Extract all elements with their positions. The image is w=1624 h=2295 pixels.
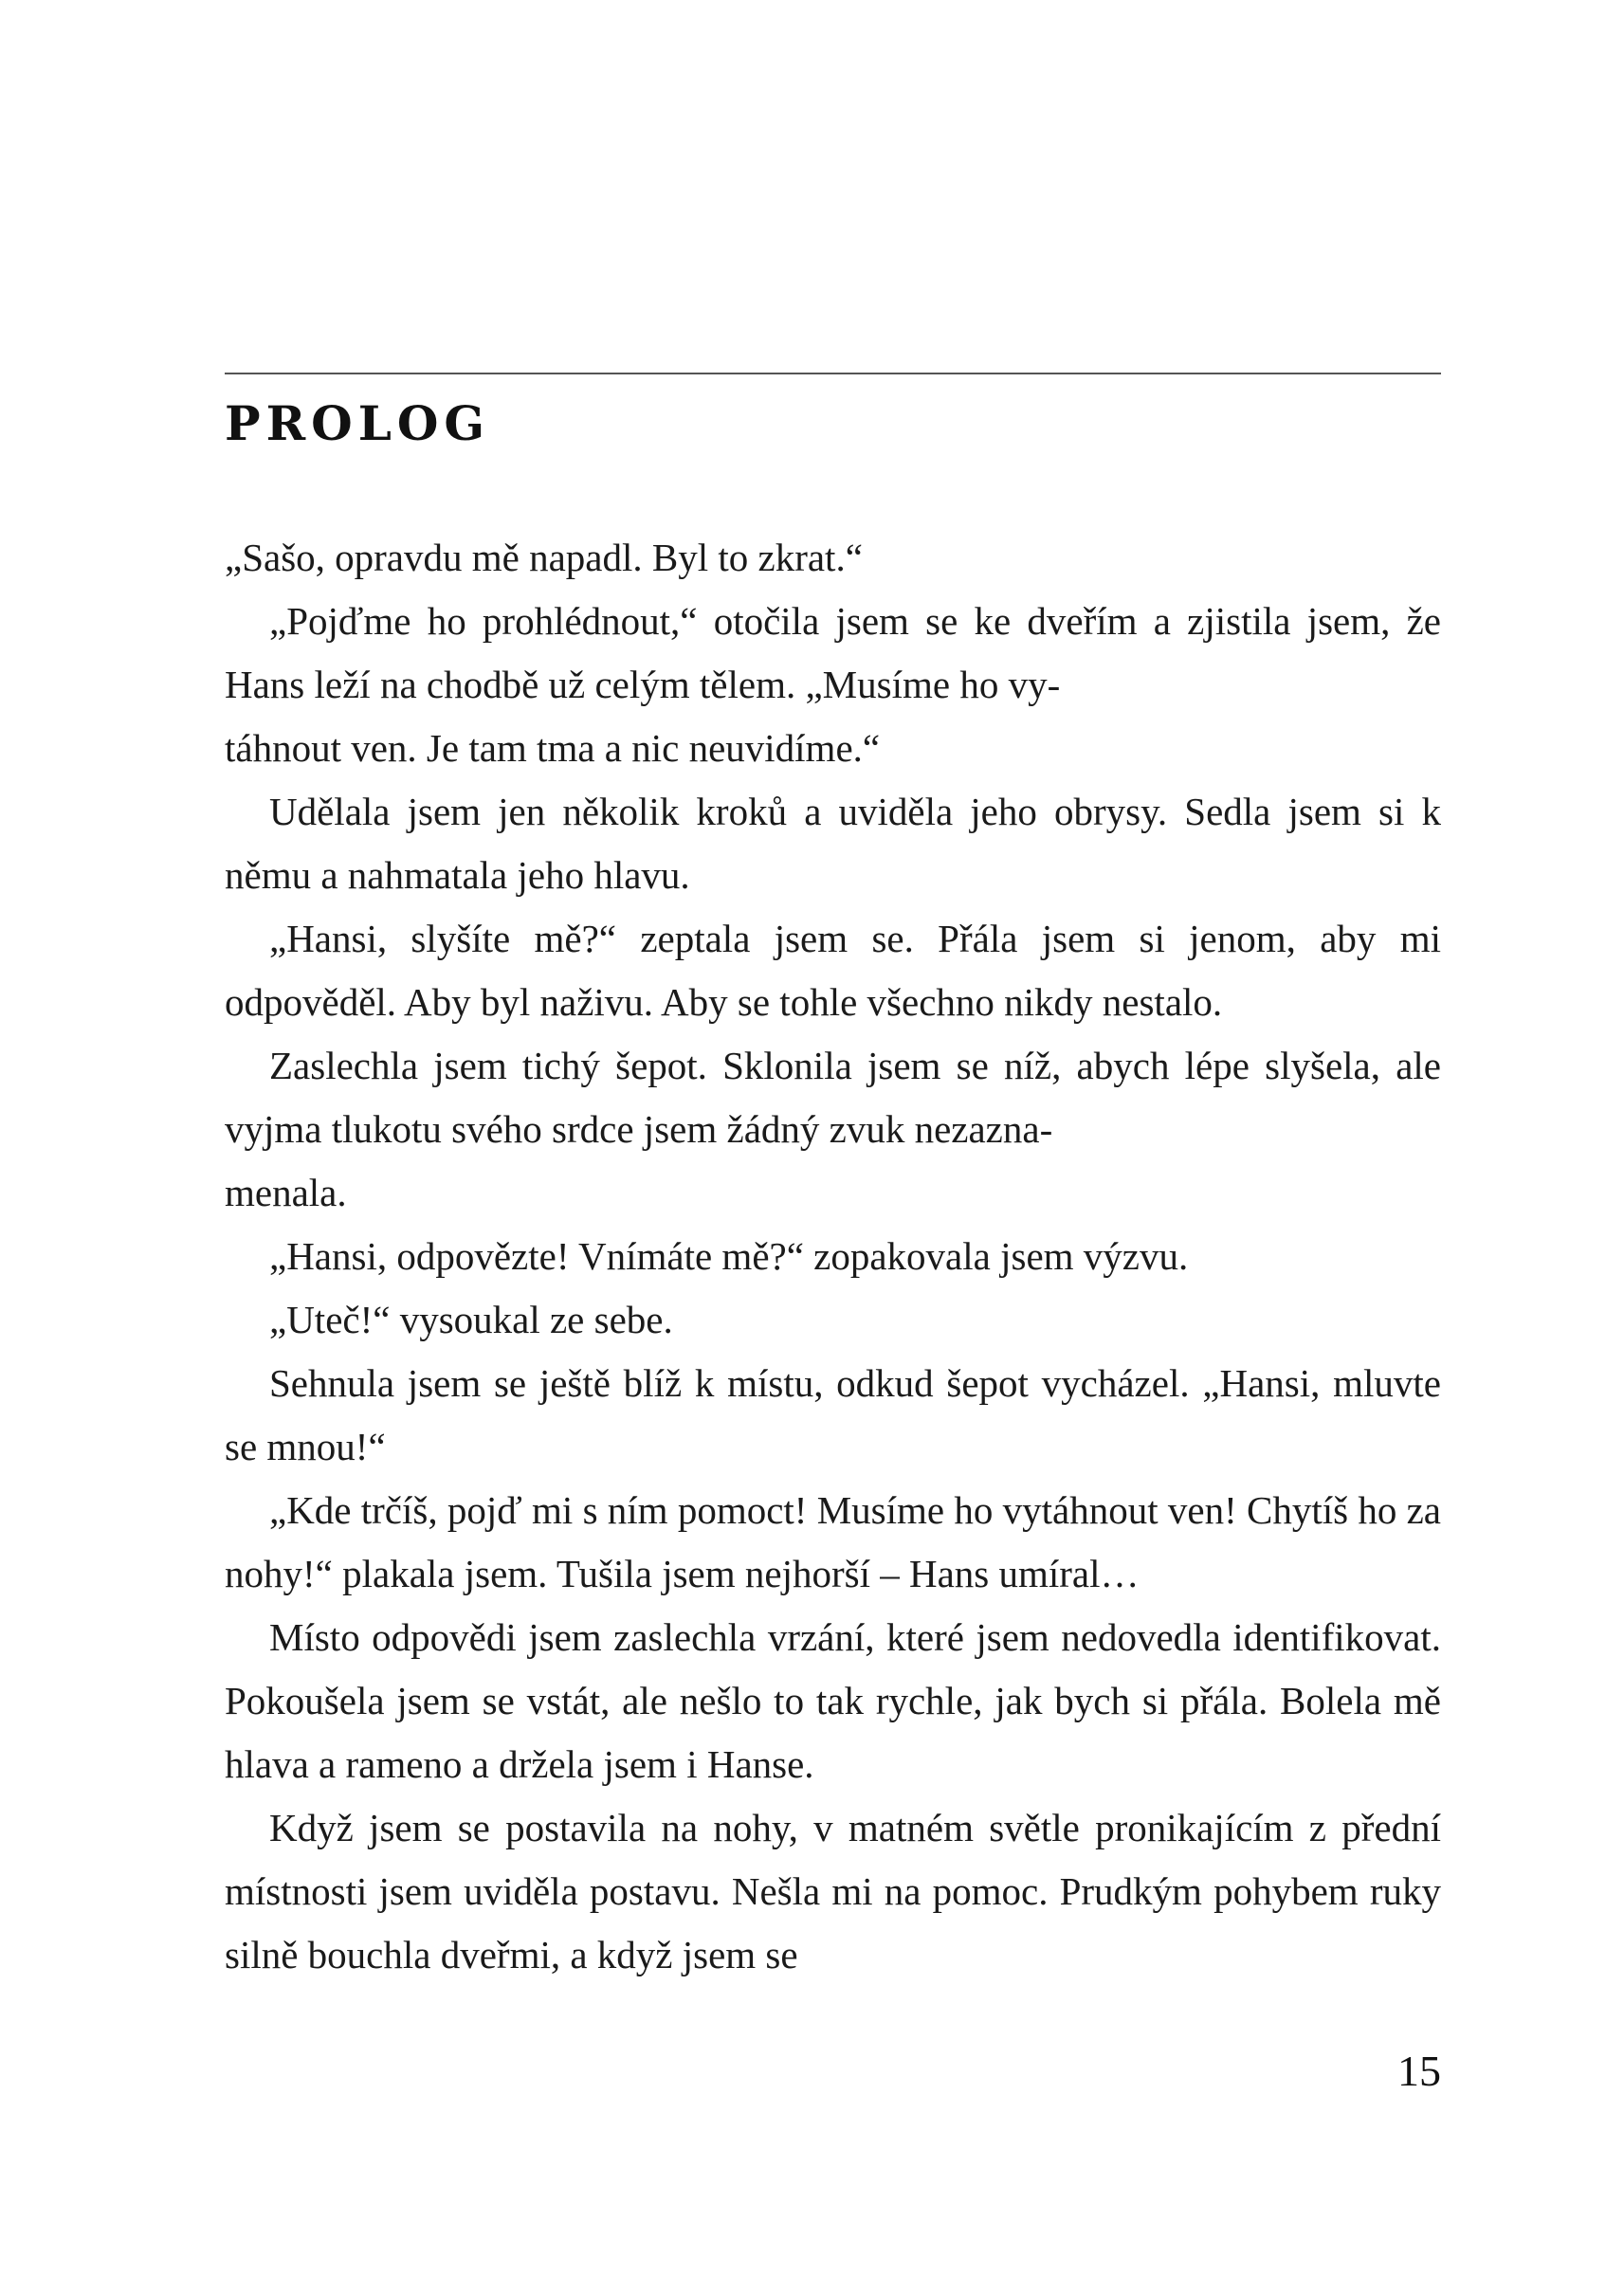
paragraph-8: Sehnula jsem se ještě blíž k místu, odkud šepot vycházel. „Hansi, mluvte se mnou!“ (225, 1361, 1441, 1468)
paragraph-5: Zaslechla jsem tichý šepot. Sklonila jsem se níž, abych lépe slyšela, ale vyjma tlukotu svého srdce jsem žádný zvuk nezazna- menala. (225, 1044, 1441, 1214)
page-number: 15 (1397, 2047, 1441, 2095)
paragraph-3: Udělala jsem jen několik kroků a uviděla jeho obrysy. Sedla jsem si k němu a nahmatala jeho hlavu. (225, 790, 1441, 897)
paragraph-1: „Sašo, opravdu mě napadl. Byl to zkrat.“ (225, 536, 863, 579)
paragraph-10: Místo odpovědi jsem zaslechla vrzání, které jsem nedovedla identifikovat. Pokoušela jsem se vstát, ale nešlo to tak rychle, jak bych si přála. Bolela mě hlava a rameno a držela jsem i Hanse. (225, 1615, 1441, 1786)
chapter-body (225, 526, 1441, 1987)
chapter-rule (225, 373, 1441, 374)
paragraph-7: „Uteč!“ vysoukal ze sebe. (269, 1298, 673, 1341)
paragraph-4: „Hansi, slyšíte mě?“ zeptala jsem se. Přála jsem si jenom, aby mi odpověděl. Aby byl naživu. Aby se tohle všechno nikdy nestalo. (225, 917, 1441, 1024)
paragraph-11: Když jsem se postavila na nohy, v matném světle pronikajícím z přední místnosti jsem uviděla postavu. Nešla mi na pomoc. Prudkým pohybem ruky silně bouchla dveřmi, a když jsem se (225, 1806, 1441, 1976)
paragraph-2: „Pojďme ho prohlédnout,“ otočila jsem se ke dveřím a zjistila jsem, že Hans leží na chodbě už celým tělem. „Musíme ho vy- táhnout ven. Je tam tma a nic neuvidíme.“ (225, 599, 1441, 770)
chapter-title: PROLOG (225, 395, 491, 451)
paragraph-9: „Kde trčíš, pojď mi s ním pomoct! Musíme ho vytáhnout ven! Chytíš ho za nohy!“ plakala jsem. Tušila jsem nejhorší – Hans umíral… (225, 1488, 1441, 1595)
paragraph-6: „Hansi, odpovězte! Vnímáte mě?“ zopakovala jsem výzvu. (269, 1234, 1189, 1278)
